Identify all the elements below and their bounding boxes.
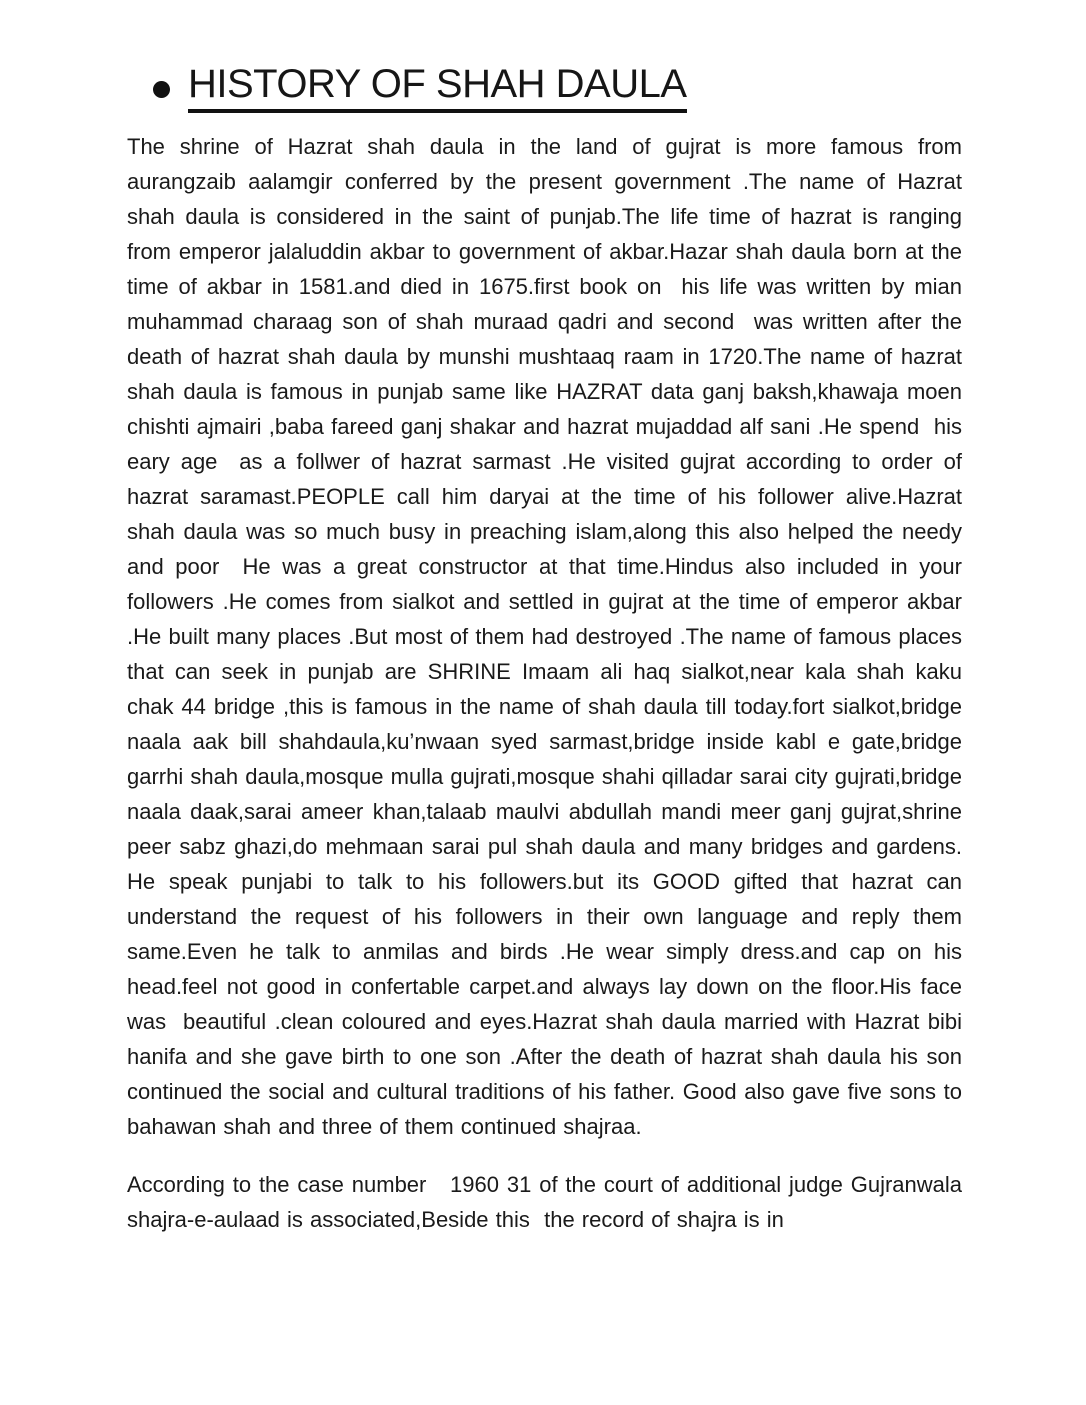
paragraph-court-record: According to the case number 1960 31 of the court of additional judge Gujranwala shajra-e-aulaad is associated,Beside this the record of shajra is in <box>127 1172 977 1232</box>
page-title: HISTORY OF SHAH DAULA <box>188 62 687 113</box>
paragraph-history: The shrine of Hazrat shah daula in the land of gujrat is more famous from aurangzaib aalamgir conferred by the present government .The name of Hazrat shah daula is considered in the saint of punjab.The life time of hazrat is ranging from emperor jalaluddin akbar to government of akbar.Hazar shah daula born at the time of akbar in 1581.and died in 1675.first book on his life was written by mian muhammad charaag son of shah muraad qadri and second was written after the death of hazrat shah daula by munshi mushtaaq raam in 1720.The name of hazrat shah daula is famous in punjab same like HAZRAT data ganj baksh,khawaja moen chishti ajmairi ,baba fareed ganj shakar and hazrat mujaddad alf sani .He spend his eary age as a follwer of hazrat sarmast .He visited gujrat according to order of hazrat saramast.PEOPLE call him daryai at the time of his follower alive.Hazrat shah daula was so much busy in preaching islam,along this also helped the needy and poor He was a great constructor at that time.Hindus also included in your followers .He comes from sialkot and settled in gujrat at the time of emperor akbar .He built many places .But most of them had destroyed .The name of famous places that can seek in punjab are SHRINE Imaam ali haq sialkot,near kala shah kaku chak 44 bridge ,this is famous in the name of shah daula till today.fort sialkot,bridge naala aak bill shahdaula,ku’nwaan syed sarmast,bridge inside kabl e gate,bridge garrhi shah daula,mosque mulla gujrati,mosque shahi qilladar sarai city gujrati,bridge naala daak,sarai ameer khan,talaab maulvi abdullah mandi meer ganj gujrat,shrine peer sabz ghazi,do mehmaan sarai pul shah daula and many bridges and gardens. He speak punjabi to talk to his followers.but its GOOD gifted that hazrat can understand the request of his followers in their own language and reply them same.Even he talk to anmilas and birds .He wear simply dress.and cap on his head.feel not good in confertable carpet.and always lay down on the floor.His face was beautiful .clean coloured and eyes.Hazrat shah daula married with Hazrat bibi hanifa and she gave birth to one son .After the death of hazrat shah daula his son continued the social and cultural traditions of his father. Good also gave five sons to bahawan shah and three of them continued shajraa. <box>127 134 970 1139</box>
list-bullet-icon <box>153 81 170 98</box>
document-heading <box>127 62 962 113</box>
